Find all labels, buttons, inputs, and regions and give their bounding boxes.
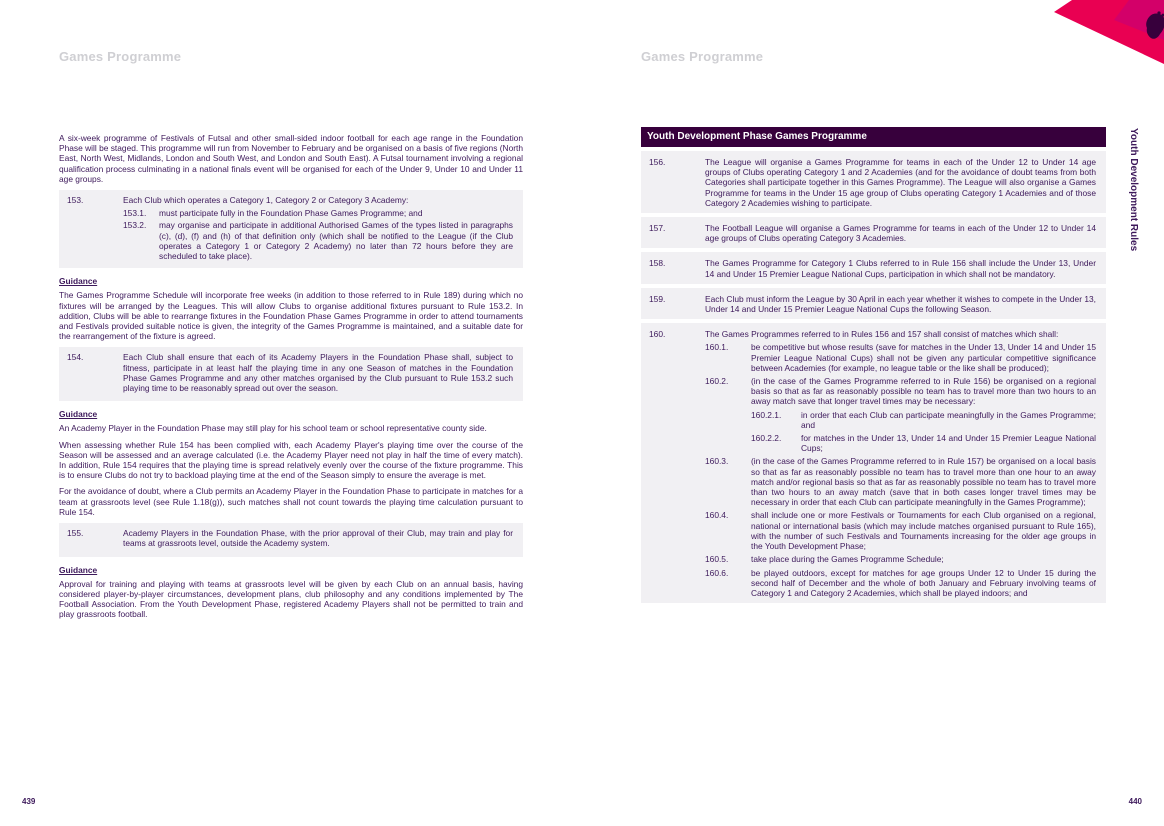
- rule-160-4-text: shall include one or more Festivals or Tournaments for each Club organised on a regional, national or international basis (which may include matches organised pursuant to Rule 165), with the number of such Festivals and Tournaments increasing for the older age groups in the Youth Development Phase;: [751, 510, 1096, 552]
- rule-157-row: [641, 217, 1106, 248]
- rule-158-number: 158.: [649, 258, 666, 269]
- rule-160-2-number: 160.2.: [705, 376, 729, 387]
- rule-160-2-text: (in the case of the Games Programme referred to in Rule 156) be organised on a regional basis so that as far as reasonably possible no team has to travel more than two hours to an away match save that longer travel times may be necessary:: [751, 376, 1096, 407]
- right-section-title: Games Programme: [641, 49, 764, 64]
- rule-160-2-body: [751, 376, 1096, 453]
- rule-153-1-text: must participate fully in the Foundation Phase Games Programme; and: [159, 208, 423, 219]
- rule-160-3-text: (in the case of the Games Programme referred to in Rule 157) be organised on a local basis so that as far as reasonably possible no team has to travel more than one hour to an away match and/or regional basis so that as far as reasonably possible no team has to travel more than two hours to an away match (save that in both cases longer travel times may be necessary in order that each Club can participate meaningfully in the Games Programme);: [751, 456, 1096, 508]
- rule-157-text: The Football League will organise a Games Programme for teams in each of the Under 12 to Under 14 age groups of Clubs operating Category 3 Academies.: [705, 223, 1096, 244]
- rule-153-text: Each Club which operates a Category 1, Category 2 or Category 3 Academy:: [123, 195, 409, 206]
- right-column: [641, 127, 1106, 603]
- rule-160-6-number: 160.6.: [705, 567, 729, 578]
- rule-153-2-text: may organise and participate in additional Authorised Games of the types listed in paragraphs (c), (d), (f) and (h) of that definition only (which shall be notified to the League (if the Club operates a Category 1 or Category 2 Academy) no later than 72 hours before they are scheduled to take place).: [159, 220, 513, 262]
- intro-paragraph: A six-week programme of Festivals of Futsal and other small-sided indoor football for each age range in the Foundation Phase will be staged. This programme will run from November to February and be organised on a basis of five regions (North East, North West, Midlands, London and South West, and London and South East). A Futsal tournament involving a regional qualification process culminating in a national finals event will be organised for each of the Under 9, Under 10 and Under 11 age groups.: [59, 133, 523, 184]
- rule-159-number: 159.: [649, 293, 666, 304]
- rule-160-5-text: take place during the Games Programme Schedule;: [751, 554, 944, 565]
- rule-156-row: [641, 151, 1106, 213]
- rule-160-text: The Games Programmes referred to in Rules 156 and 157 shall consist of matches which shall:: [705, 329, 1059, 340]
- rule-160-body: [705, 329, 1096, 598]
- guidance-1-text: The Games Programme Schedule will incorporate free weeks (in addition to those referred to in Rule 189) during which no fixtures will be arranged by the Leagues. This will allow Clubs to organise additional fixtures pursuant to Rule 153.2. In addition, Clubs will be able to rearrange fixtures in the Foundation Phase Games Programme in order to attend tournaments and Festivals provided suitable notice is given, the integrity of the Games Programme is maintained, and a suitable date for the rearrangement of the fixture is agreed.: [59, 290, 523, 342]
- rule-153-1-number: 153.1.: [123, 208, 147, 219]
- right-page: [582, 0, 1164, 826]
- corner-ribbon: [1034, 0, 1164, 70]
- guidance-2-para-1: An Academy Player in the Foundation Phase may still play for his school team or school representative county side.: [59, 423, 487, 434]
- rule-154-text: Each Club shall ensure that each of its Academy Players in the Foundation Phase shall, subject to fitness, participate in at least half the playing time in any one Season of matches in the Foundation Phase Games Programme and any other matches organised by the Club pursuant to Rule 153.2 such playing time to be reasonably spread out over the season.: [123, 352, 513, 394]
- guidance-3-text: Approval for training and playing with teams at grassroots level will be given by each Club on an annual basis, having considered player-by-player circumstances, development plans, club philosophy and any conditions implemented by The Football Association. From the Youth Development Phase, registered Academy Players shall not be permitted to train and play grassroots football.: [59, 578, 523, 620]
- table-header: Youth Development Phase Games Programme: [641, 127, 1106, 147]
- rule-159-text: Each Club must inform the League by 30 April in each year whether it wishes to compete in the Under 13, Under 14 and Under 15 Premier League National Cups the following Season.: [705, 293, 1096, 315]
- side-chapter-label: Youth Development Rules: [1128, 128, 1139, 252]
- guidance-2-para-2: When assessing whether Rule 154 has been complied with, each Academy Player's playing time over the course of the Season will be assessed and an average calculated (i.e. the Academy Player need not play in half the time of every match). In addition, Rule 154 requires that the playing time is spread relatively evenly over the course of the fixture programme. This is to ensure Clubs do not try to backload playing time at the end of the Season simply to ensure the average is met.: [59, 439, 523, 481]
- rule-160-3-number: 160.3.: [705, 456, 729, 467]
- rule-160-5-number: 160.5.: [705, 554, 729, 565]
- guidance-heading-2: Guidance: [59, 409, 98, 420]
- rule-160-4-number: 160.4.: [705, 510, 729, 521]
- right-page-number: 440: [1128, 797, 1142, 806]
- rule-160-6-text: be played outdoors, except for matches for age groups Under 12 to Under 15 during the second half of December and the whole of both January and February involving teams of Category 1 and Category 2 Academies, which shall be played indoors; and: [751, 567, 1096, 598]
- rule-160-2-2-number: 160.2.2.: [751, 433, 782, 444]
- rule-157-number: 157.: [649, 223, 666, 234]
- rule-156-number: 156.: [649, 157, 666, 167]
- rule-160-1-text: be competitive but whose results (save for matches in the Under 13, Under 14 and Under 15 Premier League National Cups) shall not be given any particular competitive significance between Academies (for example, no league table or the like shall be produced);: [751, 342, 1096, 373]
- rule-160-number: 160.: [649, 329, 666, 340]
- rule-153-number: 153.: [67, 195, 84, 206]
- rule-154-number: 154.: [67, 352, 84, 363]
- guidance-heading-1: Guidance: [59, 276, 98, 287]
- guidance-heading-3: Guidance: [59, 564, 98, 575]
- left-section-title: Games Programme: [59, 49, 182, 64]
- rule-155-number: 155.: [67, 528, 84, 539]
- rule-154-box: [59, 347, 523, 401]
- rule-153-2-number: 153.2.: [123, 220, 147, 231]
- rule-160-2-1-number: 160.2.1.: [751, 409, 782, 420]
- rule-160-2-2-text: for matches in the Under 13, Under 14 and Under 15 Premier League National Cups;: [801, 433, 1096, 454]
- rule-158-row: [641, 252, 1106, 283]
- rule-153-box: [59, 190, 523, 268]
- left-column: [59, 133, 523, 626]
- rule-160-2-1-text: in order that each Club can participate meaningfully in the Games Programme; and: [801, 409, 1096, 430]
- rule-160-1-number: 160.1.: [705, 342, 729, 353]
- rule-160-row: [641, 323, 1106, 603]
- rule-155-text: Academy Players in the Foundation Phase, with the prior approval of their Club, may train and play for teams at grassroots level, outside the Academy system.: [123, 528, 513, 549]
- left-page-number: 439: [22, 797, 36, 806]
- rule-155-box: [59, 523, 523, 556]
- rule-156-text: The League will organise a Games Programme for teams in each of the Under 12 to Under 14 age groups of Clubs operating Category 1 and 2 Academies (and for the avoidance of doubt teams from both Categories shall participate together in this Games Programme). The League will also organise a Games Programme for teams in the Under 15 age group of Clubs operating Category 1 Academies and of those Category 2 Academies wishing to participate.: [705, 157, 1096, 208]
- rule-158-text: The Games Programme for Category 1 Clubs referred to in Rule 156 shall include the Under 13, Under 14 and Under 15 Premier League National Cups, participation in which shall not be mandatory.: [705, 258, 1096, 279]
- rule-159-row: [641, 288, 1106, 319]
- guidance-2-para-3: For the avoidance of doubt, where a Club permits an Academy Player in the Foundation Phase to participate in matches for a team at grassroots level (see Rule 1.18(g)), such matches shall not count towards the playing time calculation pursuant to Rule 154.: [59, 486, 523, 517]
